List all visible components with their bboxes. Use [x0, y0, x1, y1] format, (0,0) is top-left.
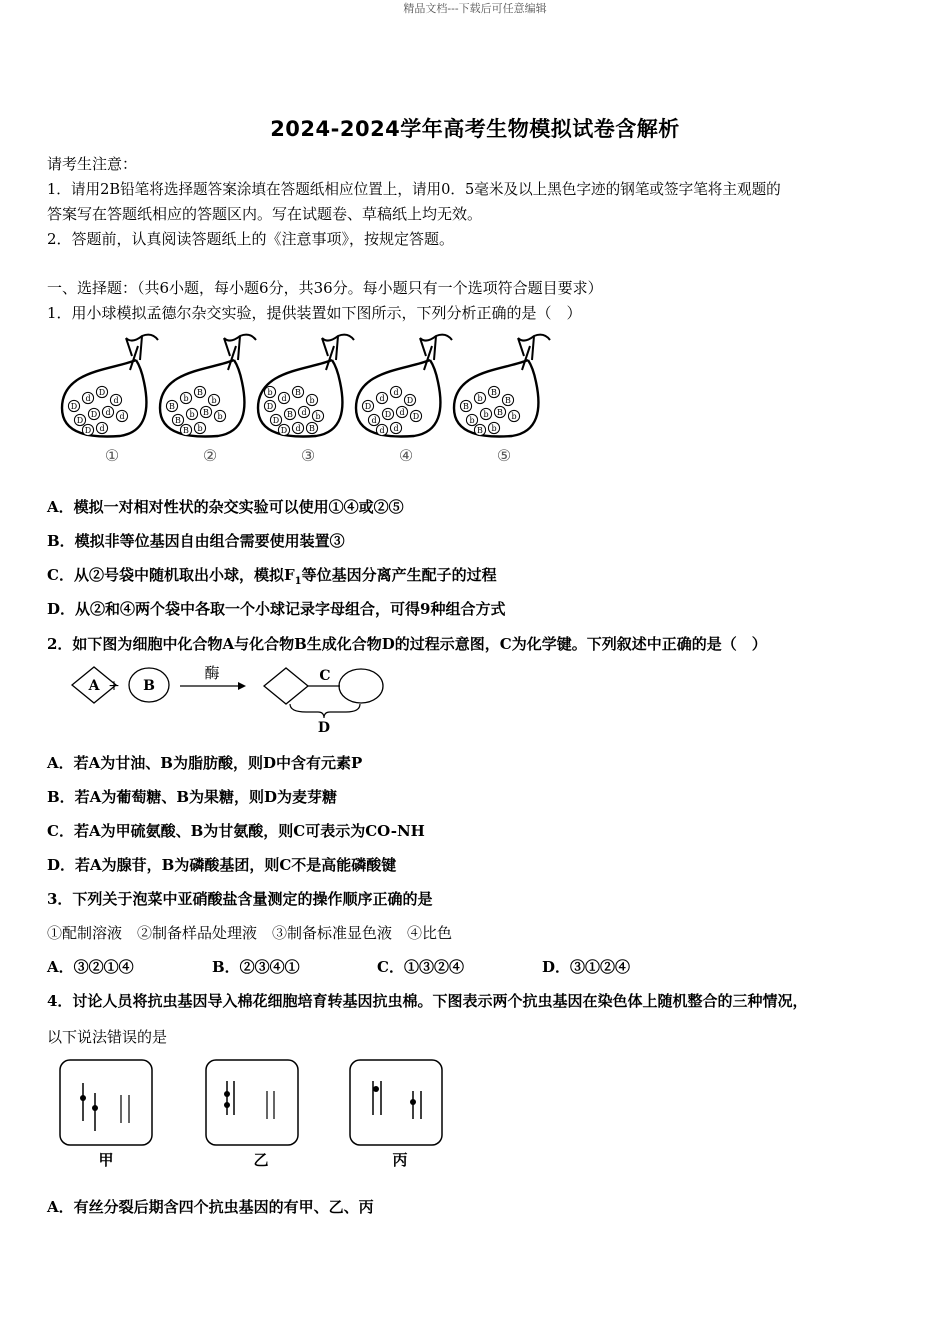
ball-label: d: [105, 408, 111, 417]
reaction-arrow-head: [238, 682, 246, 690]
ball-label: d: [113, 396, 119, 405]
notice-line-1a: 1．请用2B铅笔将选择题答案涂填在答题纸相应位置上，请用0．5毫米及以上黑色字迹的钢笔或签字笔将主观题的: [47, 181, 781, 198]
q4-stem-1: 4．讨论人员将抗虫基因导入棉花细胞培育转基因抗虫棉。下图表示两个抗虫基因在染色体上随机整合的三种情况，: [47, 992, 808, 1010]
bag-neck: [126, 335, 158, 370]
bag-4: [356, 335, 452, 465]
ball-label: b: [189, 410, 195, 419]
q1-option-c-sub: 1: [294, 576, 302, 587]
gene-dot: [224, 1102, 230, 1108]
ball-label: B: [295, 388, 301, 397]
ball-label: D: [98, 388, 106, 397]
q3-option-b[interactable]: B．②③④①: [212, 958, 300, 976]
ball-label: D: [406, 396, 414, 405]
ball-label: d: [379, 394, 385, 403]
ball-label: b: [511, 412, 517, 421]
section-heading: 一、选择题：（共6小题，每小题6分，共36分。每小题只有一个选项符合题目要求）: [47, 279, 603, 297]
bag-3: [258, 335, 354, 465]
ball-label: b: [211, 396, 217, 405]
product-circle: [339, 669, 383, 703]
ball-label: B: [183, 426, 189, 435]
ball-label: B: [477, 426, 483, 435]
ball-label: b: [183, 394, 189, 403]
ball-label: B: [309, 424, 315, 433]
ball-label: B: [175, 416, 181, 425]
gene-dot: [80, 1095, 86, 1101]
label-yi: 乙: [253, 1151, 269, 1169]
q4-stem-2: 以下说法错误的是: [47, 1028, 168, 1046]
ball-label: B: [203, 408, 209, 417]
q1-option-b[interactable]: B．模拟非等位基因自由组合需要使用装置③: [47, 532, 345, 550]
ball-label: b: [477, 394, 483, 403]
cell-bing: [350, 1060, 442, 1145]
bag-neck: [224, 335, 256, 370]
q2-option-c[interactable]: C．若A为甲硫氨酸、B为甘氨酸，则C可表示为CO-NH: [47, 822, 425, 840]
bag-number: ④: [398, 446, 414, 465]
plus-sign: +: [108, 678, 120, 694]
ball-label: b: [267, 388, 273, 397]
q1-figure: [60, 330, 560, 470]
ball-label: D: [384, 410, 392, 419]
ball-label: D: [280, 426, 288, 435]
ball-label: d: [119, 412, 125, 421]
gene-dot: [92, 1105, 98, 1111]
q3-steps: ①配制溶液 ②制备样品处理液 ③制备标准显色液 ④比色: [47, 924, 453, 942]
q1-option-c-post: 等位基因分离产生配子的过程: [301, 566, 497, 584]
q1-option-d[interactable]: D．从②和④两个袋中各取一个小球记录字母组合，可得9种组合方式: [47, 600, 506, 618]
ball-label: B: [491, 388, 497, 397]
ball-label: d: [85, 394, 91, 403]
ball-label: D: [70, 402, 78, 411]
ball-label: b: [197, 424, 203, 433]
ball-label: d: [379, 426, 385, 435]
notice-line-2: 2．答题前，认真阅读答题纸上的《注意事项》，按规定答题。: [47, 230, 455, 248]
label-bing: 丙: [392, 1151, 408, 1169]
bag-number: ③: [300, 446, 316, 465]
compound-b-label: B: [143, 678, 155, 694]
bag-neck: [420, 335, 452, 370]
ball-label: B: [287, 410, 293, 419]
page-title: 2024-2024学年高考生物模拟试卷含解析: [270, 117, 680, 141]
ball-label: d: [399, 408, 405, 417]
ball-label: D: [90, 410, 98, 419]
bag-number: ①: [104, 446, 120, 465]
q2-stem: 2．如下图为细胞中化合物A与化合物B生成化合物D的过程示意图，C为化学键。下列叙述中正确的是（ ）: [47, 635, 767, 653]
q1-option-c-pre: C．从②号袋中随机取出小球，模拟F: [47, 566, 295, 584]
cell-yi: [206, 1060, 298, 1145]
page-header: 精品文档---下载后可任意编辑: [403, 2, 547, 15]
gene-dot: [373, 1086, 379, 1092]
q3-option-d[interactable]: D．③①②④: [542, 958, 631, 976]
bag-neck: [322, 335, 354, 370]
ball-label: D: [266, 402, 274, 411]
q2-option-b[interactable]: B．若A为葡萄糖、B为果糖，则D为麦芽糖: [47, 788, 338, 806]
ball-label: d: [371, 416, 377, 425]
q2-option-d[interactable]: D．若A为腺苷，B为磷酸基团，则C不是高能磷酸键: [47, 856, 397, 874]
product-brace: [290, 704, 360, 718]
ball-label: D: [272, 416, 280, 425]
bag-2: [160, 335, 256, 465]
notice-line-1b: 答案写在答题纸相应的答题区内。写在试题卷、草稿纸上均无效。: [47, 205, 483, 223]
ball-label: b: [217, 412, 223, 421]
ball-label: B: [463, 402, 469, 411]
compound-a-label: A: [88, 678, 100, 694]
ball-label: b: [309, 396, 315, 405]
ball-label: D: [84, 426, 92, 435]
enzyme-label: 酶: [204, 664, 220, 682]
q1-option-a[interactable]: A．模拟一对相对性状的杂交实验可以使用①④或②⑤: [47, 498, 404, 516]
product-diamond: [264, 668, 308, 704]
gene-dot: [410, 1099, 416, 1105]
ball-label: B: [197, 388, 203, 397]
ball-label: B: [169, 402, 175, 411]
ball-label: d: [295, 424, 301, 433]
ball-label: b: [315, 412, 321, 421]
ball-label: b: [483, 410, 489, 419]
q3-option-c[interactable]: C．①③②④: [377, 958, 464, 976]
q4-option-a[interactable]: A．有丝分裂后期含四个抗虫基因的有甲、乙、丙: [47, 1198, 374, 1216]
ball-label: d: [393, 388, 399, 397]
product-d-label: D: [317, 720, 331, 735]
gene-dot: [224, 1091, 230, 1097]
q2-figure: [50, 660, 390, 735]
ball-label: d: [99, 424, 105, 433]
q2-option-a[interactable]: A．若A为甘油、B为脂肪酸，则D中含有元素P: [47, 754, 363, 772]
bag-neck: [518, 335, 550, 370]
ball-label: D: [364, 402, 372, 411]
bag-1: [62, 335, 158, 465]
ball-label: d: [301, 408, 307, 417]
label-jia: 甲: [98, 1151, 114, 1169]
ball-label: D: [76, 416, 84, 425]
bag-number: ⑤: [496, 446, 512, 465]
q1-stem: 1．用小球模拟孟德尔杂交实验，提供装置如下图所示，下列分析正确的是（ ）: [47, 304, 582, 322]
ball-label: D: [412, 412, 420, 421]
ball-label: d: [281, 394, 287, 403]
ball-label: b: [491, 424, 497, 433]
ball-label: B: [505, 396, 511, 405]
q1-option-c[interactable]: [47, 564, 497, 587]
bond-c-label: C: [319, 668, 331, 684]
ball-label: B: [497, 408, 503, 417]
q4-figure: [55, 1055, 455, 1175]
q3-stem: 3．下列关于泡菜中亚硝酸盐含量测定的操作顺序正确的是: [47, 890, 433, 908]
notice-heading: 请考生注意：: [47, 155, 138, 173]
q3-option-a[interactable]: A．③②①④: [47, 958, 134, 976]
ball-label: d: [393, 424, 399, 433]
bag-number: ②: [202, 446, 218, 465]
cell-jia: [60, 1060, 152, 1145]
bag-5: [454, 335, 550, 465]
ball-label: b: [469, 416, 475, 425]
